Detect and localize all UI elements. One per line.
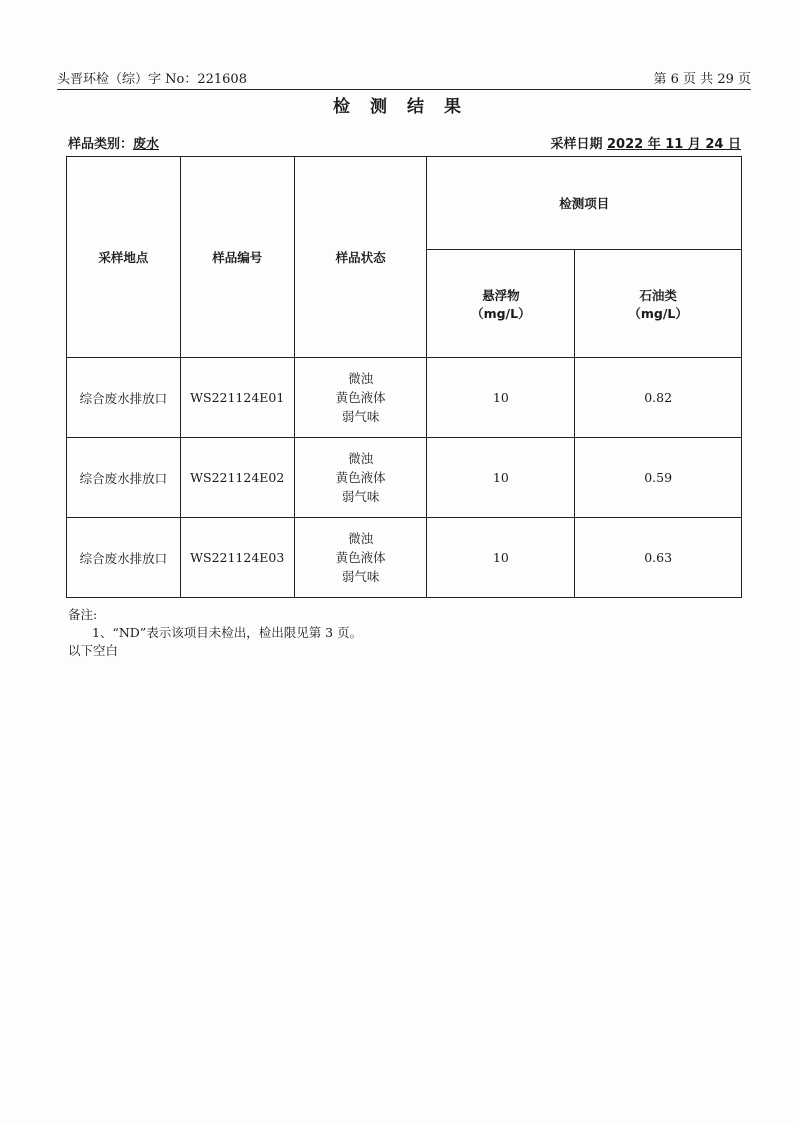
- table-row: [67, 518, 742, 598]
- row-sample-id: WS221124E03: [180, 518, 294, 598]
- header-test-items: 检测项目: [427, 157, 742, 250]
- state-line: 微浊: [348, 451, 374, 466]
- state-line: 弱气味: [341, 489, 380, 504]
- row-location: 综合废水排放口: [67, 438, 181, 518]
- suspended-solids-unit: （mg/L）: [471, 305, 531, 321]
- report-number: 头晋环检（综）字 No：221608: [57, 72, 247, 87]
- row-state: [294, 438, 427, 518]
- petroleum-unit: （mg/L）: [628, 305, 688, 321]
- blank-below-text: 以下空白: [68, 643, 119, 658]
- page-title: 检测结果: [333, 97, 481, 117]
- state-line: 黄色液体: [335, 390, 386, 405]
- table-row: [67, 358, 742, 438]
- row-location: 综合废水排放口: [67, 518, 181, 598]
- state-line: 弱气味: [341, 569, 380, 584]
- row-suspended-solids: 10: [427, 518, 575, 598]
- note-item: 1、“ND”表示该项目未检出，检出限见第 3 页。: [92, 625, 363, 640]
- page-info: 第 6 页 共 29 页: [653, 72, 751, 87]
- sample-meta: [68, 133, 741, 152]
- row-sample-id: WS221124E01: [180, 358, 294, 438]
- petroleum-name: 石油类: [639, 287, 677, 303]
- row-petroleum: 0.63: [575, 518, 742, 598]
- row-location: 综合废水排放口: [67, 358, 181, 438]
- page-header: [57, 72, 751, 90]
- row-suspended-solids: 10: [427, 358, 575, 438]
- row-petroleum: 0.82: [575, 358, 742, 438]
- state-line: 微浊: [348, 371, 374, 386]
- state-line: 弱气味: [341, 409, 380, 424]
- row-sample-id: WS221124E02: [180, 438, 294, 518]
- notes-section: [68, 606, 362, 660]
- header-sample-id: 样品编号: [180, 157, 294, 358]
- row-state: [294, 358, 427, 438]
- sample-date-value: 2022 年 11 月 24 日: [607, 137, 741, 152]
- table-row: [67, 438, 742, 518]
- sample-type: [68, 133, 159, 152]
- table-header-row: [67, 157, 742, 250]
- notes-label: 备注:: [68, 607, 98, 622]
- header-state: 样品状态: [294, 157, 427, 358]
- header-petroleum: [575, 250, 742, 358]
- sample-date-label: 采样日期: [550, 137, 607, 152]
- results-table: [66, 156, 742, 598]
- sample-type-label: 样品类别：: [68, 137, 134, 152]
- header-location: 采样地点: [67, 157, 181, 358]
- sample-type-value: 废水: [133, 137, 160, 152]
- row-suspended-solids: 10: [427, 438, 575, 518]
- suspended-solids-name: 悬浮物: [482, 287, 520, 303]
- state-line: 黄色液体: [335, 550, 386, 565]
- row-state: [294, 518, 427, 598]
- state-line: 微浊: [348, 531, 374, 546]
- state-line: 黄色液体: [335, 470, 386, 485]
- sample-date: [550, 133, 741, 152]
- row-petroleum: 0.59: [575, 438, 742, 518]
- header-suspended-solids: [427, 250, 575, 358]
